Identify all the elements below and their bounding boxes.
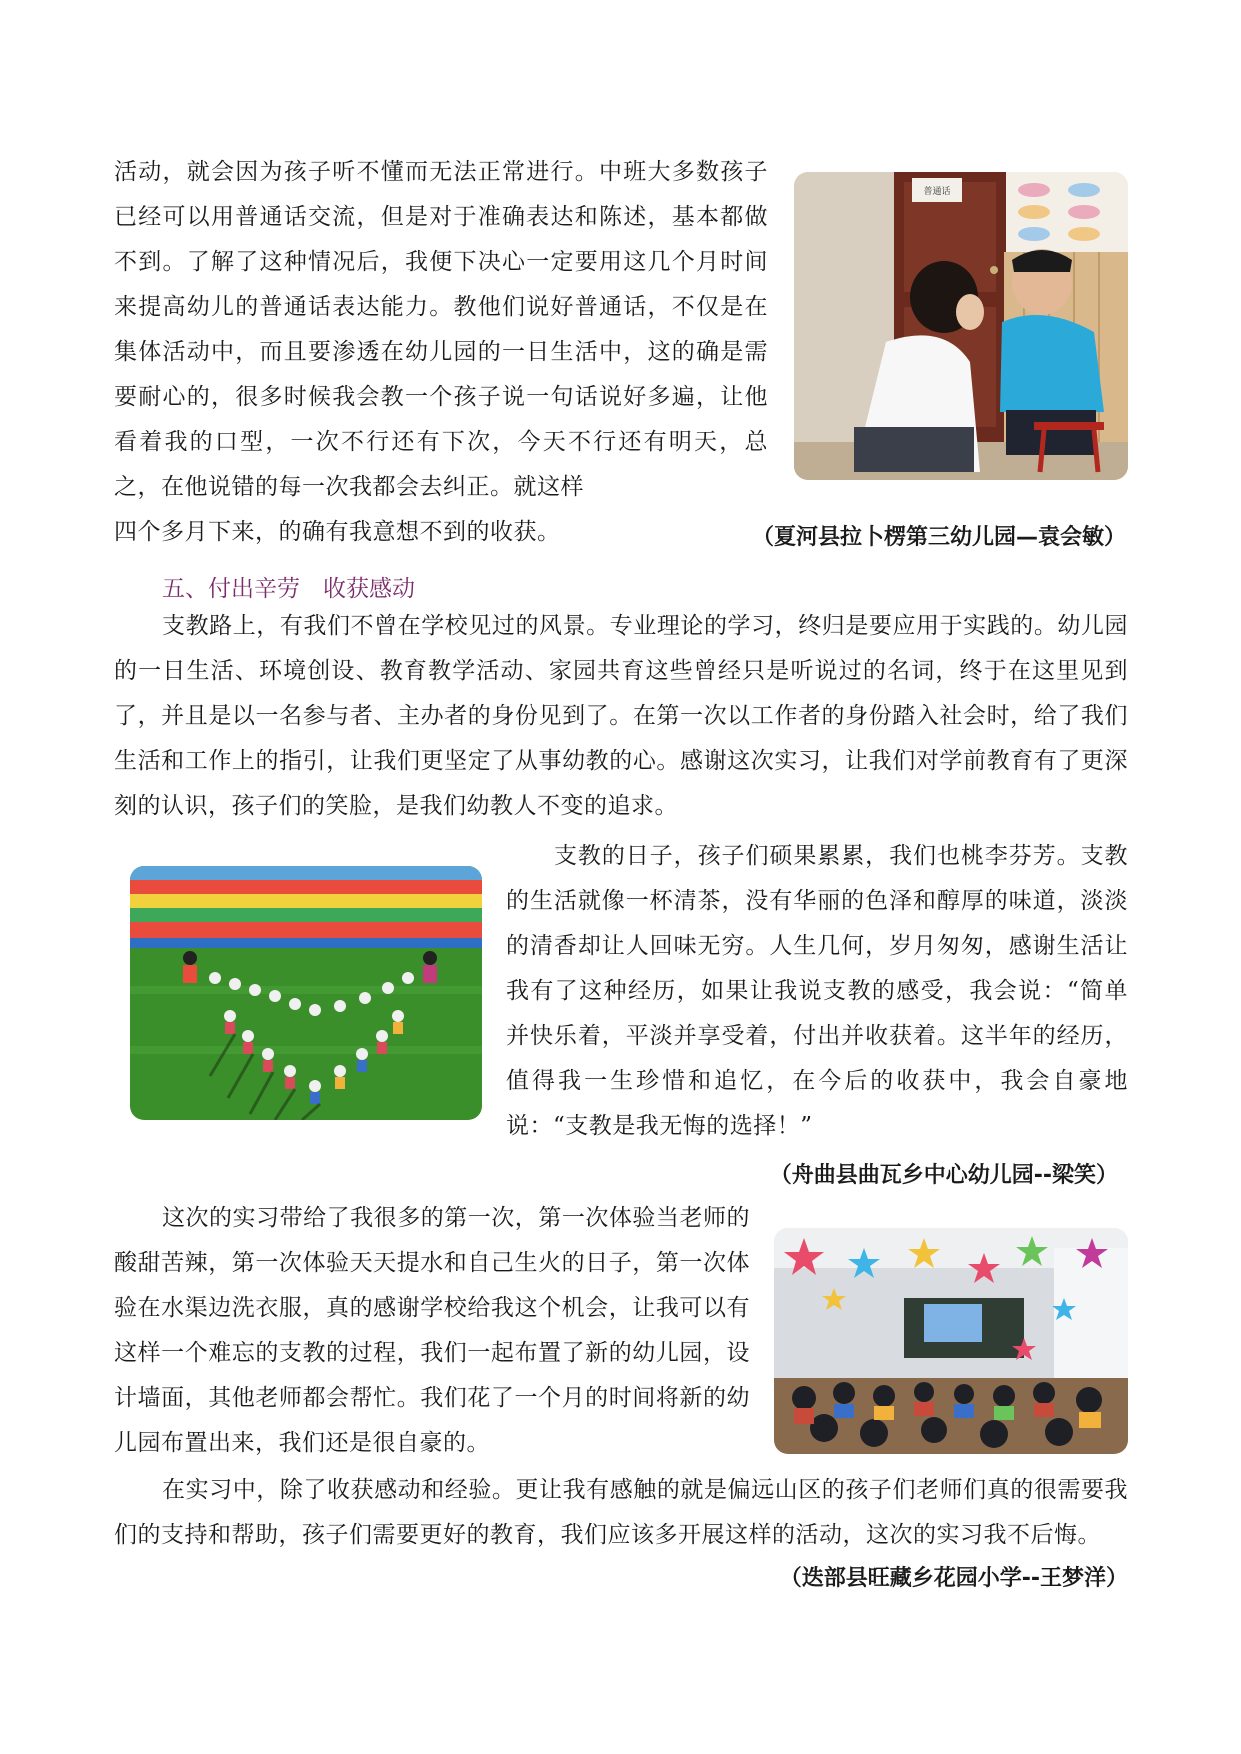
classroom-photo [774,1228,1128,1454]
section1-signature: （夏河县拉卜楞第三幼儿园—袁会敏） [751,525,1126,550]
teacher-child-photo [794,172,1128,480]
section4-signature: （迭部县旺藏乡花园小学--王梦洋） [779,1566,1128,1591]
section4-paragraph: 这次的实习带给了我很多的第一次，第一次体验当老师的酸甜苦辣，第一次体验天天提水和自己生火的日子，第一次体验在水渠边洗衣服，真的感谢学校给我这个机会，让我可以有这样一个难忘的支教的过程，我们一起布置了新的幼儿园，设计墙面，其他老师都会帮忙。我们花了一个月的时间将新的幼儿园布置出来，我们还是很自豪的。 [114,1205,750,1456]
door-sign-text: 普通话 [923,187,951,197]
section1-last-line: 四个多月下来，的确有我意想不到的收获。 [114,519,561,545]
section2-paragraph: 支教路上，有我们不曾在学校见过的风景。专业理论的学习，终归是要应用于实践的。幼儿园的一日生活、环境创设、教育教学活动、家园共育这些曾经只是听说过的名词，终于在这里见到了，并且是以一名参与者、主办者的身份见到了。在第一次以工作者的身份踏入社会时，给了我们生活和工作上的指引，让我们更坚定了从事幼教的心。感谢这次实习，让我们对学前教育有了更深刻的认识，孩子们的笑脸，是我们幼教人不变的追求。 [114,613,1128,819]
section4-paragraph2: 在实习中，除了收获感动和经验。更让我有感触的就是偏远山区的孩子们老师们真的很需要我们的支持和帮助，孩子们需要更好的教育，我们应该多开展这样的活动，这次的实习我不后悔。 [114,1477,1128,1548]
playground-photo [130,866,482,1120]
section3-signature: （舟曲县曲瓦乡中心幼儿园--梁笑） [769,1163,1118,1188]
section2-heading: 五、付出辛劳 收获感动 [162,576,415,602]
section1-paragraph: 活动，就会因为孩子听不懂而无法正常进行。中班大多数孩子已经可以用普通话交流，但是对于准确表达和陈述，基本都做不到。了解了这种情况后，我便下决心一定要用这几个月时间来提高幼儿的普通话表达能力。教他们说好普通话，不仅是在集体活动中，而且要渗透在幼儿园的一日生活中，这的确是需要耐心的，很多时候我会教一个孩子说一句话说好多遍，让他看着我的口型，一次不行还有下次，今天不行还有明天，总之，在他说错的每一次我都会去纠正。就这样 [114,159,768,500]
section3-paragraph: 支教的日子，孩子们硕果累累，我们也桃李芬芳。支教的生活就像一杯清茶，没有华丽的色泽和醇厚的味道，淡淡的清香却让人回味无穷。人生几何，岁月匆匆，感谢生活让我有了这种经历，如果让我说支教的感受，我会说：“简单并快乐着，平淡并享受着，付出并收获着。这半年的经历，值得我一生珍惜和追忆，在今后的收获中，我会自豪地说：“支教是我无悔的选择！” [506,843,1128,1139]
